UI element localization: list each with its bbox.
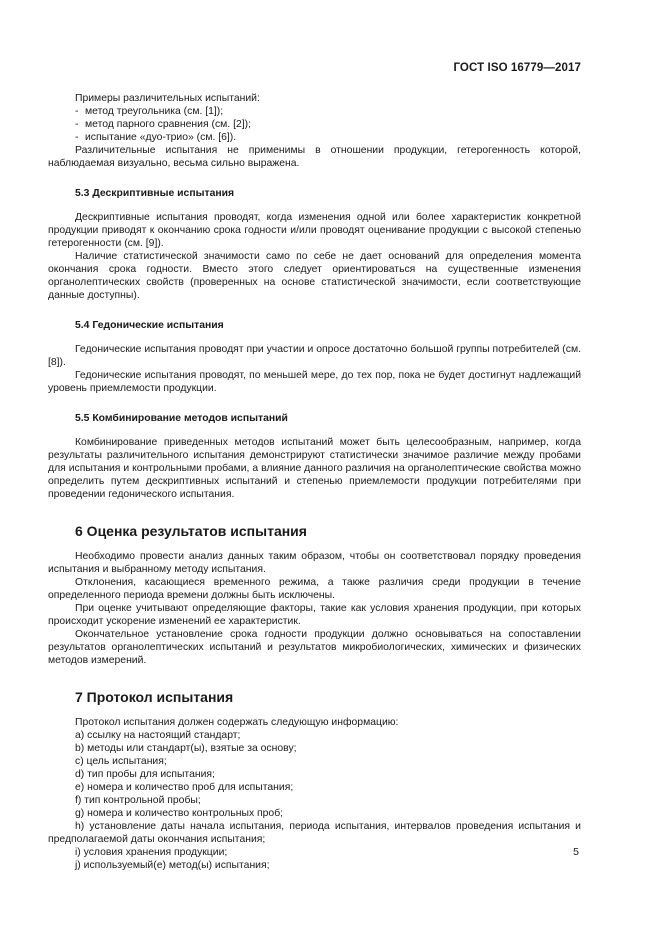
paragraph: Отклонения, касающиеся временного режима, а также различия среди продукции в течение определенного периода времени должны быть исключены.	[48, 577, 581, 601]
paragraph: При оценке учитывают определяющие факторы, такие как условия хранения продукции, при которых происходит ускорение изменений ее характеристик.	[48, 603, 581, 627]
list-item: - испытание «дуо-трио» (см. [6]).	[75, 132, 237, 143]
list-item: f) тип контрольной пробы;	[75, 795, 201, 806]
list-item: h) установление даты начала испытания, периода испытания, интервалов проведения испытания и предполагаемой даты окончания испытания;	[48, 821, 581, 845]
paragraph: Дескриптивные испытания проводят, когда изменения одной или более характеристик конкретной продукции приводят к окончанию срока годности и/или проводят оценивание продукции с высокой степенью гетерогенности (см. [9]).	[48, 212, 581, 249]
section-heading-7: 7 Протокол испытания	[75, 689, 234, 705]
list-item: - метод треугольника (см. [1]);	[75, 106, 224, 117]
list-item: i) условия хранения продукции;	[75, 847, 228, 858]
page-content	[48, 92, 581, 872]
list-item: e) номера и количество проб для испытания;	[75, 782, 294, 793]
paragraph: Протокол испытания должен содержать следующую информацию:	[75, 717, 399, 728]
list-item: c) цель испытания;	[75, 756, 167, 767]
page-number: 5	[573, 846, 579, 858]
paragraph: Комбинирование приведенных методов испытаний может быть целесообразным, например, когда результаты различительного испытания демонстрируют статистически значимое различие между пробами для испытания и контрольными пробами, а влияние данного различия на органолептические свойства можно определить путем дескриптивных испытаний и степенью приемлемости продукции потребителями при проведении гедонического испытания.	[48, 437, 581, 500]
paragraph: Гедонические испытания проводят, по меньшей мере, до тех пор, пока не будет достигнут надлежащий уровень приемлемости продукции.	[48, 370, 581, 394]
paragraph: Окончательное установление срока годности продукции должно основываться на сопоставлении результатов органолептических испытаний и результатов микробиологических, химических и физических методов измерений.	[48, 629, 581, 666]
section-heading-5-4: 5.4 Гедонические испытания	[75, 320, 224, 331]
paragraph: Наличие статистической значимости само по себе не дает оснований для определения момента окончания срока годности. Вместо этого следует ориентироваться на существенные изменения органолептических свойств (проверенных на основе статистической значимости, если соответствующие данные доступны).	[48, 251, 581, 301]
section-heading-5-5: 5.5 Комбинирование методов испытаний	[75, 413, 288, 424]
paragraph: Гедонические испытания проводят при участии и опросе достаточно большой группы потребителей (см. [8]).	[48, 344, 581, 368]
section-heading-6: 6 Оценка результатов испытания	[75, 523, 307, 539]
paragraph: Необходимо провести анализ данных таким образом, чтобы он соответствовал порядку проведения испытания и выбранному методу испытания.	[48, 551, 581, 575]
list-item: g) номера и количество контрольных проб;	[75, 808, 284, 819]
list-item: - метод парного сравнения (см. [2]);	[75, 119, 251, 130]
document-code: ГОСТ ISO 16779—2017	[453, 62, 581, 74]
list-item: d) тип пробы для испытания;	[75, 769, 215, 780]
examples-title: Примеры различительных испытаний:	[75, 93, 260, 104]
list-item: j) используемый(е) метод(ы) испытания;	[75, 860, 270, 871]
section-heading-5-3: 5.3 Дескриптивные испытания	[75, 188, 235, 199]
list-item: b) методы или стандарт(ы), взятые за основу;	[75, 743, 297, 754]
paragraph: Различительные испытания не применимы в отношении продукции, гетерогенность которой, наблюдаемая визуально, весьма сильно выражена.	[48, 145, 581, 169]
list-item: a) ссылку на настоящий стандарт;	[75, 730, 241, 741]
